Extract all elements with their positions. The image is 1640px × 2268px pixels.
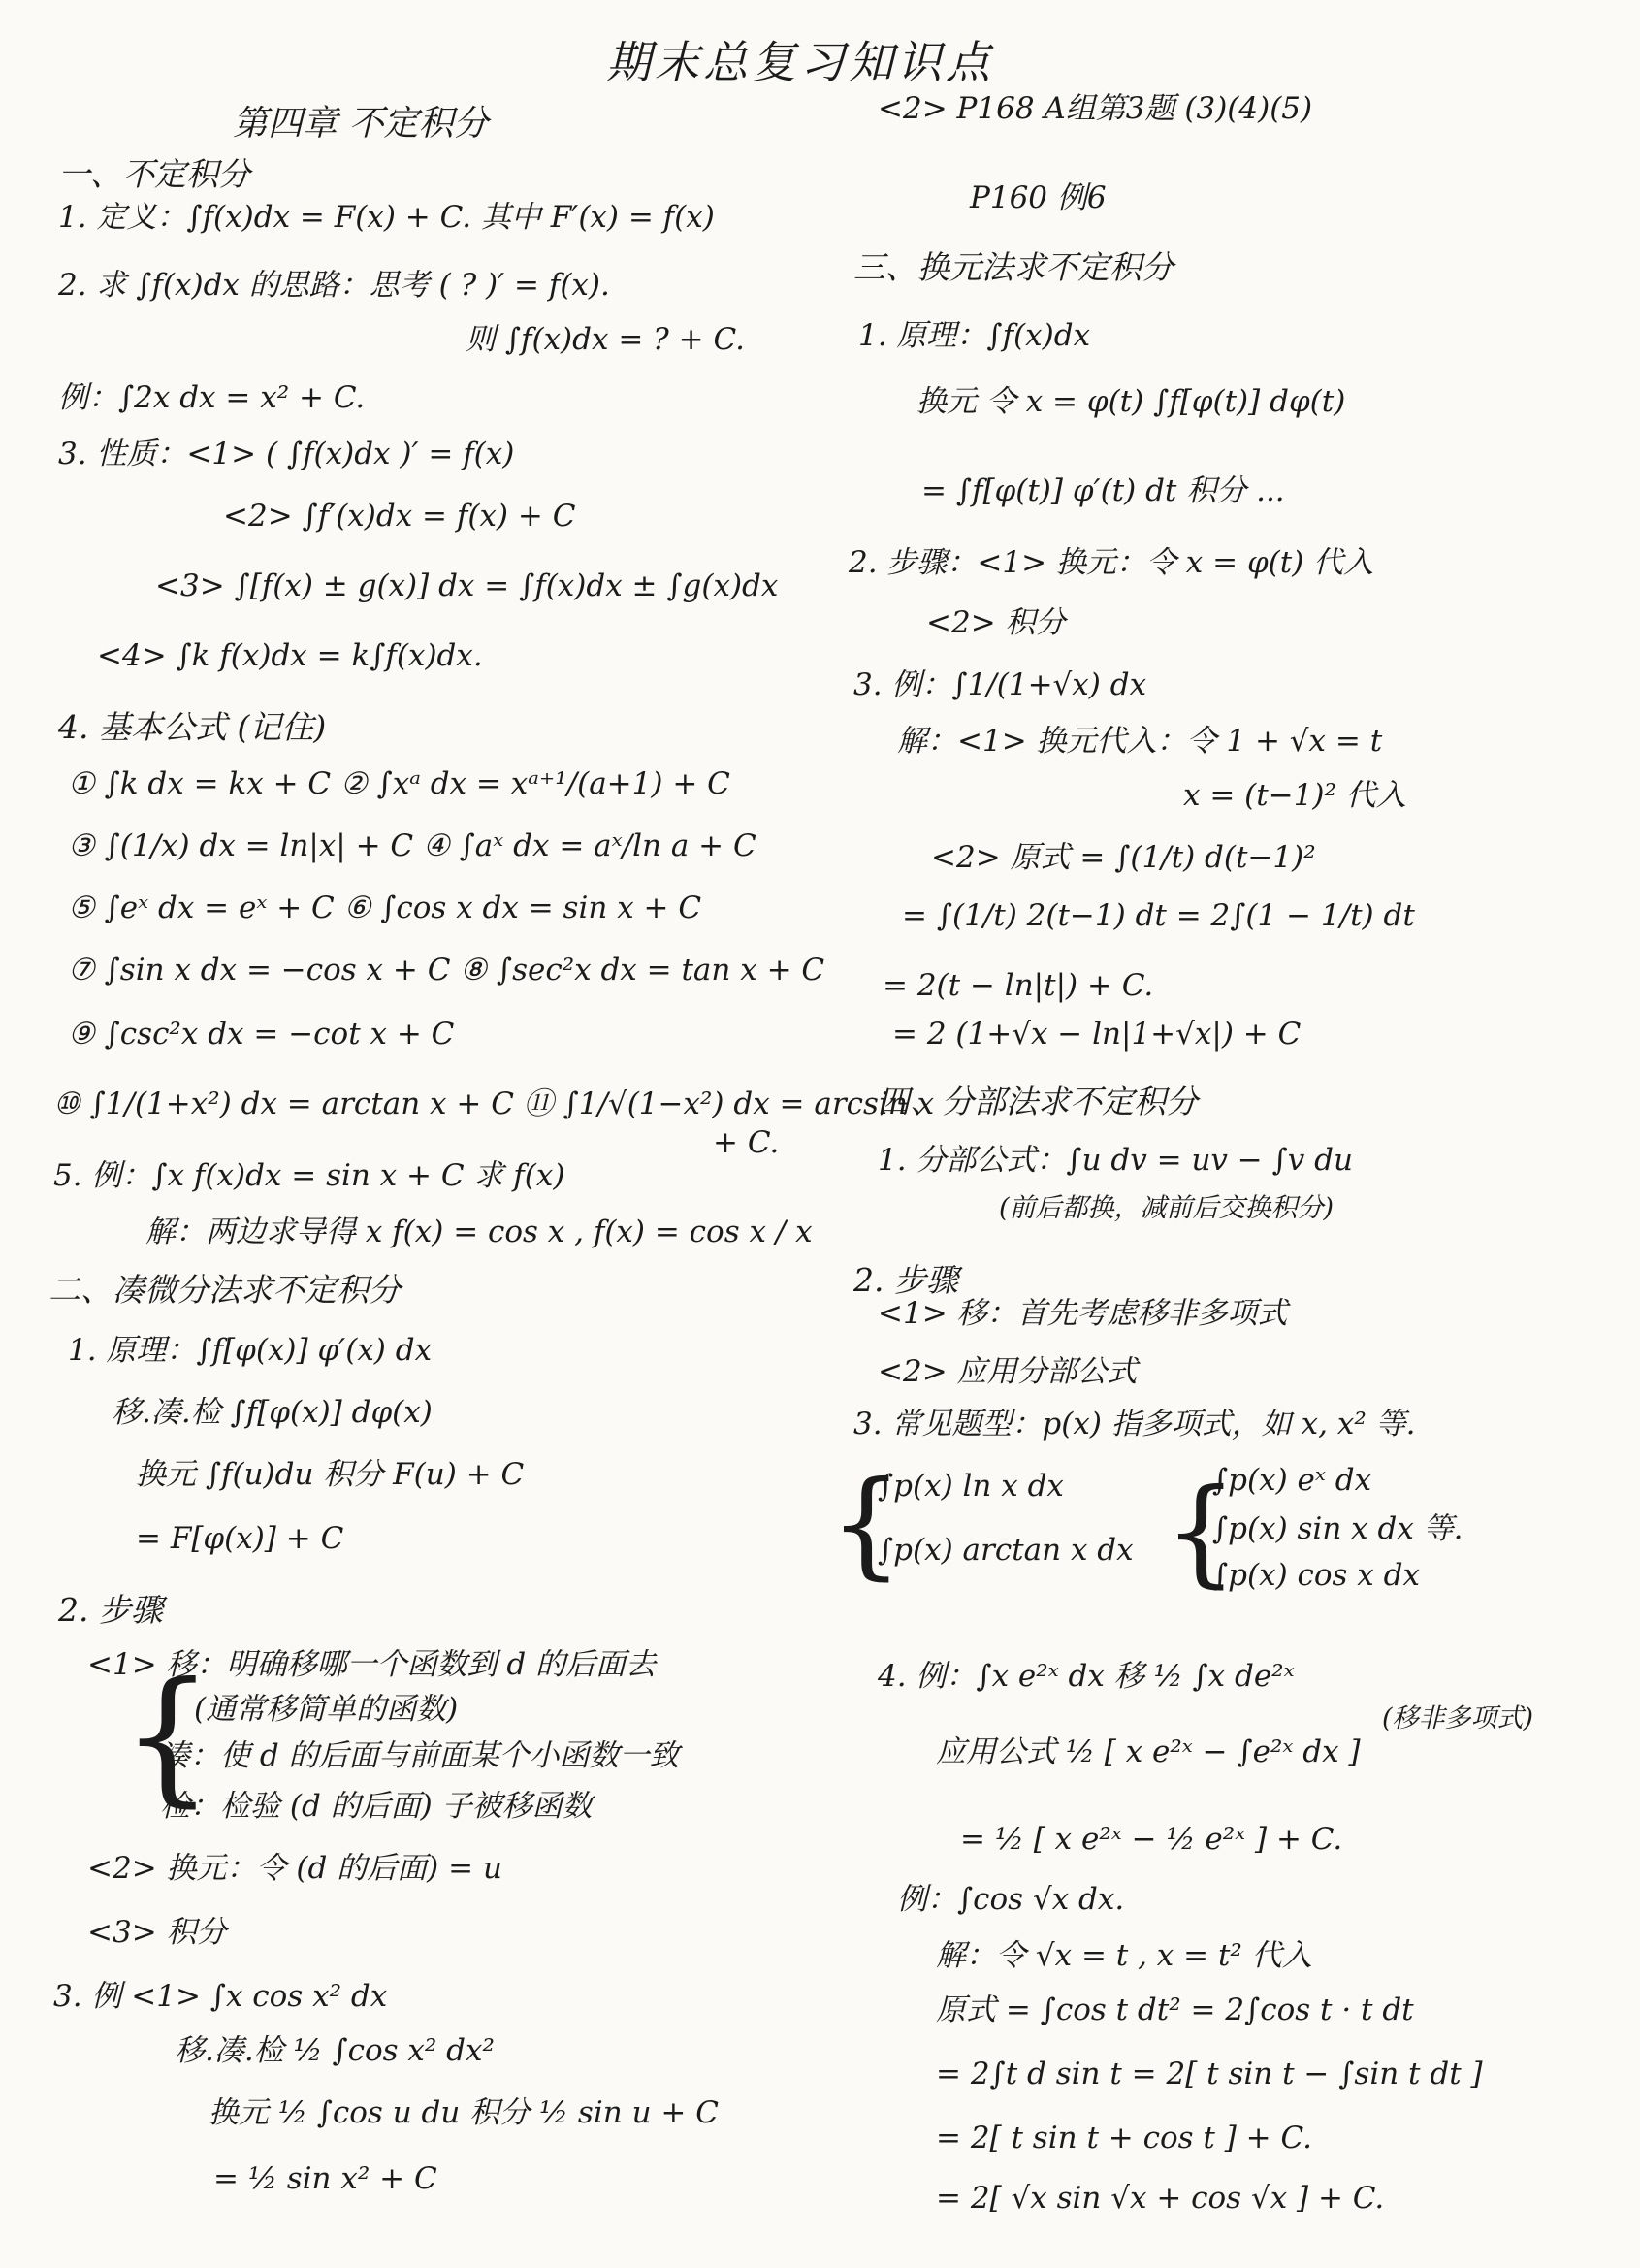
property-1: 3. 性质：<1> ( ∫f(x)dx )′ = f(x) (58, 437, 515, 471)
section-3-steps-2: <2> 积分 (926, 605, 1066, 640)
chapter-heading: 第四章 不定积分 (233, 104, 489, 144)
formulas-heading: 4. 基本公式 (记住) (58, 708, 327, 746)
section-2-result: = F[φ(x)] + C (136, 1521, 344, 1556)
formula-row-4: ⑦ ∫sin x dx = −cos x + C ⑧ ∫sec²x dx = tan x + C (68, 953, 825, 988)
section-4-example-note: (移非多项式) (1382, 1703, 1534, 1733)
section-3-solution-4: = ∫(1/t) 2(t−1) dt = 2∫(1 − 1/t) dt (902, 898, 1415, 933)
section-4-example-2-step-1: 原式 = ∫cos t dt² = 2∫cos t · t dt (936, 1993, 1414, 2027)
common-types: 3. 常见题型：p(x) 指多项式，如 x, x² 等. (853, 1407, 1416, 1442)
type-sin: ∫p(x) sin x dx 等. (1212, 1511, 1463, 1546)
section-4-steps-heading: 2. 步骤 (853, 1261, 958, 1299)
step-check: 检：检验 (d 的后面) 子被移函数 (160, 1789, 593, 1824)
example-3-line: 3. 例 <1> ∫x cos x² dx (53, 1979, 388, 2014)
example-line: 例：∫2x dx = x² + C. (58, 380, 366, 415)
parts-formula-note: (前后都换，减前后交换积分) (999, 1193, 1335, 1223)
section-3-solution-5: = 2(t − ln|t|) + C. (883, 968, 1154, 1003)
step-match: 凑：使 d 的后面与前面某个小函数一致 (160, 1738, 680, 1773)
section-3-heading: 三、换元法求不定积分 (853, 248, 1174, 286)
example-5-line: 5. 例：∫x f(x)dx = sin x + C 求 f(x) (53, 1158, 565, 1193)
method-line-2: 则 ∫f(x)dx = ? + C. (466, 322, 745, 357)
property-4: <4> ∫k f(x)dx = k∫f(x)dx. (97, 638, 483, 673)
example-3-step-a: 移.凑.检 ½ ∫cos x² dx² (175, 2033, 495, 2068)
example-3-step-b: 换元 ½ ∫cos u du 积分 ½ sin u + C (209, 2095, 719, 2130)
type-cos: ∫p(x) cos x dx (1212, 1558, 1420, 1593)
section-4-example-2-sub: 解：令 √x = t , x = t² 代入 (936, 1938, 1312, 1973)
section-4-example-2-step-3: = 2[ t sin t + cos t ] + C. (936, 2121, 1312, 2155)
steps-brace: { (121, 1652, 214, 1821)
types-brace-left: { (829, 1457, 904, 1592)
section-1-heading: 一、不定积分 (58, 155, 250, 193)
property-2: <2> ∫f′(x)dx = f(x) + C (223, 499, 576, 534)
formula-row-6b: + C. (713, 1125, 780, 1160)
section-3-principle: 1. 原理：∫f(x)dx (858, 318, 1091, 353)
type-ln: ∫p(x) ln x dx (878, 1469, 1064, 1504)
section-2-heading: 二、凑微分法求不定积分 (48, 1271, 401, 1309)
section-3-solution-6: = 2 (1+√x − ln|1+√x|) + C (892, 1017, 1302, 1052)
section-3-step-a: 换元 令 x = φ(t) ∫f[φ(t)] dφ(t) (916, 384, 1346, 419)
definition-line: 1. 定义：∫f(x)dx = F(x) + C. 其中 F′(x) = f(x) (58, 200, 715, 235)
section-4-example: 4. 例：∫x e²ˣ dx 移 ½ ∫x de²ˣ (878, 1659, 1295, 1694)
section-2-principle: 1. 原理：∫f[φ(x)] φ′(x) dx (68, 1333, 433, 1368)
type-exp: ∫p(x) eˣ dx (1212, 1463, 1372, 1498)
example-3-result: = ½ sin x² + C (213, 2161, 437, 2196)
step-move-note: (通常移简单的函数) (194, 1692, 459, 1727)
method-line: 2. 求 ∫f(x)dx 的思路：思考 ( ? )′ = f(x). (58, 268, 610, 303)
section-4-example-2-step-2: = 2∫t d sin t = 2[ t sin t − ∫sin t dt ] (936, 2057, 1483, 2091)
section-3-solution-3: <2> 原式 = ∫(1/t) d(t−1)² (931, 840, 1316, 875)
section-3-solution-2: x = (t−1)² 代入 (1183, 778, 1406, 813)
property-3: <3> ∫[f(x) ± g(x)] dx = ∫f(x)dx ± ∫g(x)dx (155, 568, 779, 603)
section-4-example-2-result: = 2[ √x sin √x + cos √x ] + C. (936, 2181, 1385, 2216)
section-4-example-result: = ½ [ x e²ˣ − ½ e²ˣ ] + C. (960, 1822, 1343, 1857)
section-3-step-b: = ∫f[φ(t)] φ′(t) dt 积分 ... (921, 473, 1285, 508)
parts-formula: 1. 分部公式：∫u dv = uv − ∫v du (878, 1143, 1353, 1178)
formula-row-1: ① ∫k dx = kx + C ② ∫xᵃ dx = xᵃ⁺¹/(a+1) + C (68, 766, 730, 801)
reference-line: P160 例6 (970, 180, 1107, 215)
type-arctan: ∫p(x) arctan x dx (878, 1533, 1134, 1568)
formula-row-2: ③ ∫(1/x) dx = ln|x| + C ④ ∫aˣ dx = aˣ/ln a + C (68, 828, 756, 863)
example-5-solution: 解：两边求导得 x f(x) = cos x , f(x) = cos x / x (145, 1215, 813, 1249)
section-3-solution-1: 解：<1> 换元代入：令 1 + √x = t (897, 724, 1383, 759)
section-2-step-a: 移.凑.检 ∫f[φ(x)] dφ(x) (112, 1395, 433, 1430)
formula-row-3: ⑤ ∫eˣ dx = eˣ + C ⑥ ∫cos x dx = sin x + C (68, 891, 702, 925)
section-3-steps: 2. 步骤：<1> 换元：令 x = φ(t) 代入 (849, 545, 1374, 580)
step-move: <1> 移：明确移哪一个函数到 d 的后面去 (87, 1647, 657, 1682)
section-4-step-1: <1> 移：首先考虑移非多项式 (878, 1296, 1288, 1331)
step-substitute: <2> 换元：令 (d 的后面) = u (87, 1851, 502, 1886)
formula-row-6: ⑩ ∫1/(1+x²) dx = arctan x + C ⑪ ∫1/√(1−x²) dx = arcsin x (53, 1086, 935, 1121)
homework-line: <2> P168 A组第3题 (3)(4)(5) (878, 91, 1313, 126)
section-4-example-step: 应用公式 ½ [ x e²ˣ − ∫e²ˣ dx ] (936, 1734, 1361, 1769)
section-4-step-2: <2> 应用分部公式 (878, 1354, 1138, 1389)
section-4-heading: 四、分部法求不定积分 (878, 1083, 1198, 1120)
step-integrate: <3> 积分 (87, 1915, 227, 1950)
formula-row-5: ⑨ ∫csc²x dx = −cot x + C (68, 1017, 455, 1052)
section-3-example: 3. 例：∫1/(1+√x) dx (853, 667, 1147, 702)
page-title: 期末总复习知识点 (606, 36, 994, 88)
section-2-step-b: 换元 ∫f(u)du 积分 F(u) + C (136, 1457, 525, 1492)
section-2-steps-heading: 2. 步骤 (58, 1591, 163, 1629)
section-4-example-2: 例：∫cos √x dx. (897, 1882, 1125, 1917)
types-brace-right: { (1164, 1465, 1238, 1600)
